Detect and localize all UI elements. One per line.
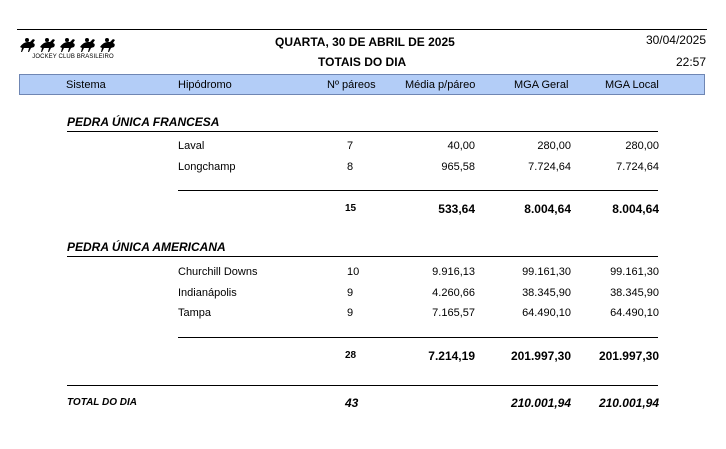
jockey-club-logo <box>18 35 128 63</box>
report-date: 30/04/2025 <box>645 33 706 47</box>
cell-media: 7.165,57 <box>432 307 475 319</box>
cell-hipodromo: Laval <box>178 140 205 152</box>
col-sistema: Sistema <box>66 79 106 91</box>
cell-pareos: 9 <box>347 307 354 319</box>
total-mga-local: 210.001,94 <box>598 396 659 410</box>
subtotal-mga-local: 201.997,30 <box>598 349 659 363</box>
col-hipodromo: Hipódromo <box>178 79 232 91</box>
total-label: TOTAL DO DIA <box>67 397 137 408</box>
cell-pareos: 10 <box>347 266 360 278</box>
report-title: TOTAIS DO DIA <box>318 55 407 69</box>
column-header-bar <box>19 74 705 95</box>
total-rule <box>67 385 658 386</box>
horses-icon <box>18 35 128 53</box>
cell-mga-geral: 64.490,10 <box>522 307 571 319</box>
cell-hipodromo: Churchill Downs <box>178 266 258 278</box>
cell-media: 4.260,66 <box>432 287 475 299</box>
cell-media: 965,58 <box>441 161 475 173</box>
subtotal-pareos: 15 <box>345 203 357 214</box>
cell-mga-geral: 38.345,90 <box>522 287 571 299</box>
cell-mga-geral: 280,00 <box>537 140 571 152</box>
col-media: Média p/páreo <box>405 79 476 91</box>
cell-mga-local: 99.161,30 <box>610 266 659 278</box>
logo-caption: JOCKEY CLUB BRASILEIRO <box>32 54 114 60</box>
cell-mga-local: 7.724,64 <box>616 161 659 173</box>
cell-hipodromo: Longchamp <box>178 161 236 173</box>
subtotal-media: 533,64 <box>438 202 475 216</box>
cell-media: 40,00 <box>447 140 475 152</box>
col-mga-local: MGA Local <box>605 79 659 91</box>
report-time: 22:57 <box>675 55 706 69</box>
subtotal-media: 7.214,19 <box>428 349 475 363</box>
date-title: QUARTA, 30 DE ABRIL DE 2025 <box>275 35 455 49</box>
cell-pareos: 7 <box>347 140 354 152</box>
section-rule <box>67 256 658 257</box>
cell-hipodromo: Indianápolis <box>178 287 237 299</box>
total-pareos: 43 <box>345 396 359 410</box>
cell-media: 9.916,13 <box>432 266 475 278</box>
cell-mga-geral: 99.161,30 <box>522 266 571 278</box>
cell-hipodromo: Tampa <box>178 307 212 319</box>
section-title: PEDRA ÚNICA AMERICANA <box>67 240 226 254</box>
cell-mga-local: 64.490,10 <box>610 307 659 319</box>
top-rule <box>17 29 707 30</box>
subtotal-pareos: 28 <box>345 350 357 361</box>
subtotal-mga-local: 8.004,64 <box>612 202 659 216</box>
subtotal-mga-geral: 8.004,64 <box>524 202 571 216</box>
cell-pareos: 9 <box>347 287 354 299</box>
cell-mga-local: 280,00 <box>625 140 659 152</box>
total-mga-geral: 210.001,94 <box>510 396 571 410</box>
cell-mga-local: 38.345,90 <box>610 287 659 299</box>
section-rule <box>67 131 658 132</box>
cell-pareos: 8 <box>347 161 354 173</box>
subtotal-rule <box>178 337 658 338</box>
cell-mga-geral: 7.724,64 <box>528 161 571 173</box>
col-mga-geral: MGA Geral <box>514 79 569 91</box>
col-pareos: Nº páreos <box>327 79 376 91</box>
subtotal-mga-geral: 201.997,30 <box>510 349 571 363</box>
subtotal-rule <box>178 190 658 191</box>
section-title: PEDRA ÚNICA FRANCESA <box>67 115 220 129</box>
